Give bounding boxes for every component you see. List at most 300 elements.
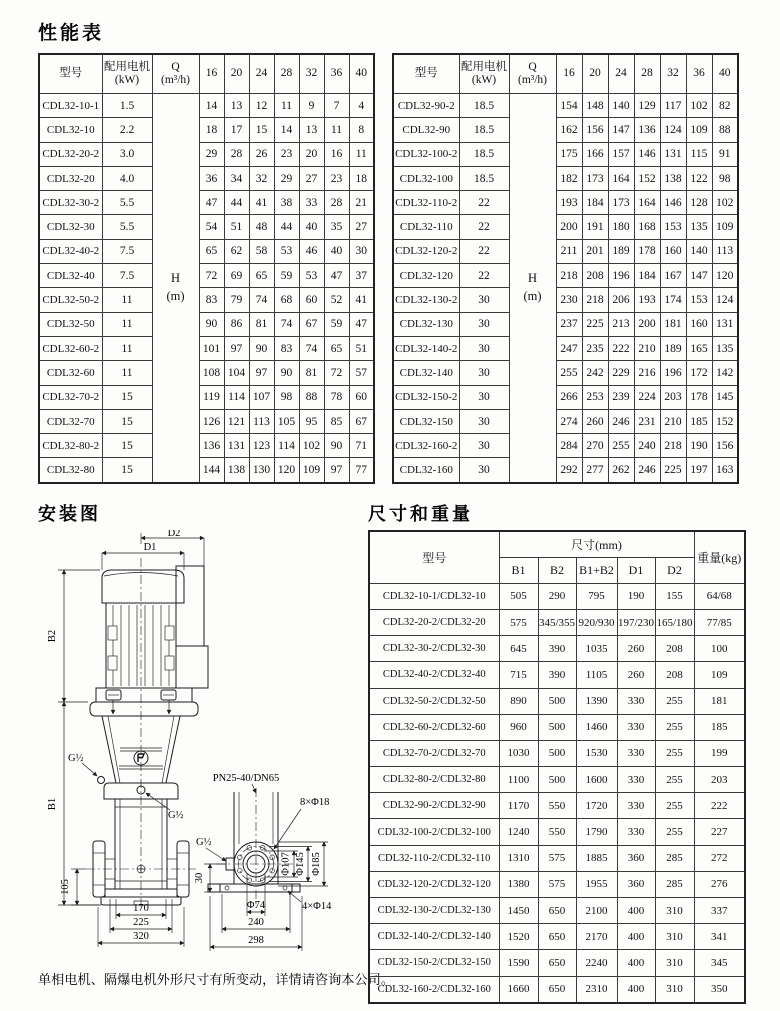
motor-kw-cell: 15 [102, 409, 152, 433]
head-value-cell: 68 [274, 288, 299, 312]
dim-label-dia107: Φ107 [280, 852, 292, 876]
b1b2-cell: 1105 [576, 662, 617, 688]
model-cell: CDL32-160 [393, 458, 459, 483]
head-value-cell: 23 [324, 166, 349, 190]
port-label-g-half: G½ [168, 809, 184, 821]
d2-cell: 155 [655, 583, 694, 609]
performance-table-right [392, 53, 739, 484]
dim-label-d1: D1 [143, 541, 157, 553]
b1-cell: 1450 [499, 898, 538, 924]
table-row [39, 312, 374, 336]
table-row [39, 191, 374, 215]
motor-kw-cell: 11 [102, 361, 152, 385]
head-value-cell: 210 [634, 336, 660, 360]
head-value-cell: 9 [299, 94, 324, 118]
head-value-cell: 266 [556, 385, 582, 409]
dim-label-225: 225 [133, 916, 149, 928]
head-value-cell: 115 [686, 142, 712, 166]
head-value-cell: 239 [608, 385, 634, 409]
callout-bolt8: 8×Φ18 [300, 796, 330, 808]
model-cell: CDL32-10-1 [39, 94, 102, 118]
col-header-d1: D1 [617, 557, 655, 583]
col-header-weight: 重量(kg) [694, 531, 745, 584]
model-cell: CDL32-30 [39, 215, 102, 239]
model-cell: CDL32-80-2 [39, 434, 102, 458]
b2-cell: 575 [538, 871, 576, 897]
dimensions-section [368, 500, 756, 1004]
motor-kw-cell: 30 [459, 312, 509, 336]
head-value-cell: 108 [199, 361, 224, 385]
head-value-cell: 184 [582, 191, 608, 215]
head-value-cell: 88 [299, 385, 324, 409]
model-cell: CDL32-10 [39, 118, 102, 142]
motor-kw-cell: 18.5 [459, 142, 509, 166]
col-header-q16: 16 [556, 54, 582, 94]
motor-kw-cell: 30 [459, 409, 509, 433]
model-cell: CDL32-70-2/CDL32-70 [369, 740, 499, 766]
head-value-cell: 145 [712, 385, 738, 409]
head-value-cell: 98 [274, 385, 299, 409]
head-value-cell: 167 [660, 264, 686, 288]
head-value-cell: 46 [299, 239, 324, 263]
head-value-cell: 173 [608, 191, 634, 215]
table-row [393, 458, 738, 483]
table-row [393, 166, 738, 190]
table-row [393, 385, 738, 409]
head-value-cell: 120 [712, 264, 738, 288]
head-value-cell: 117 [660, 94, 686, 118]
head-value-cell: 60 [349, 385, 374, 409]
head-value-cell: 53 [274, 239, 299, 263]
table-row [39, 264, 374, 288]
motor-kw-cell: 30 [459, 288, 509, 312]
head-value-cell: 11 [274, 94, 299, 118]
b2-cell: 550 [538, 819, 576, 845]
d2-cell: 255 [655, 714, 694, 740]
table-row [393, 118, 738, 142]
motor-kw-cell: 30 [459, 385, 509, 409]
terminal-box [176, 566, 204, 646]
model-cell: CDL32-10-1/CDL32-10 [369, 583, 499, 609]
col-header-q24: 24 [249, 54, 274, 94]
head-value-cell: 156 [712, 434, 738, 458]
dim-label-b2: B2 [47, 629, 58, 642]
b1-cell: 1380 [499, 871, 538, 897]
head-value-cell: 47 [199, 191, 224, 215]
head-value-cell: 121 [224, 409, 249, 433]
b1-cell: 960 [499, 714, 538, 740]
head-value-cell: 71 [349, 434, 374, 458]
col-header-q16: 16 [199, 54, 224, 94]
head-value-cell: 166 [582, 142, 608, 166]
head-value-cell: 37 [349, 264, 374, 288]
head-value-cell: 184 [634, 264, 660, 288]
performance-tables-row [38, 53, 756, 484]
bottom-section [38, 500, 756, 1004]
b2-cell: 500 [538, 714, 576, 740]
head-value-cell: 135 [686, 215, 712, 239]
head-value-cell: 152 [712, 409, 738, 433]
b2-cell: 500 [538, 688, 576, 714]
head-value-cell: 17 [224, 118, 249, 142]
head-value-cell: 128 [686, 191, 712, 215]
d2-cell: 255 [655, 740, 694, 766]
motor-kw-cell: 18.5 [459, 118, 509, 142]
head-value-cell: 162 [556, 118, 582, 142]
weight-cell: 109 [694, 662, 745, 688]
motor-kw-cell: 22 [459, 264, 509, 288]
b2-cell: 575 [538, 845, 576, 871]
model-cell: CDL32-100-2 [393, 142, 459, 166]
head-value-cell: 178 [686, 385, 712, 409]
head-value-cell: 69 [224, 264, 249, 288]
col-header-b1: B1 [499, 557, 538, 583]
head-value-cell: 113 [249, 409, 274, 433]
head-value-cell: 140 [686, 239, 712, 263]
table-row [393, 434, 738, 458]
head-value-cell: 126 [199, 409, 224, 433]
d2-cell: 310 [655, 950, 694, 976]
col-header-q28: 28 [274, 54, 299, 94]
model-cell: CDL32-90-2/CDL32-90 [369, 793, 499, 819]
col-header-q24: 24 [608, 54, 634, 94]
b2-cell: 345/355 [538, 609, 576, 635]
head-value-cell: 114 [274, 434, 299, 458]
table-row [393, 336, 738, 360]
head-value-cell: 109 [712, 215, 738, 239]
head-value-cell: 180 [608, 215, 634, 239]
d2-cell: 208 [655, 662, 694, 688]
d2-cell: 310 [655, 976, 694, 1003]
table-row [369, 740, 745, 766]
weight-cell: 341 [694, 924, 745, 950]
head-value-cell: 14 [274, 118, 299, 142]
head-value-cell: 58 [249, 239, 274, 263]
b1b2-cell: 1955 [576, 871, 617, 897]
motor-kw-cell: 18.5 [459, 166, 509, 190]
table-row [369, 819, 745, 845]
table-row [39, 118, 374, 142]
table-row [39, 385, 374, 409]
motor-kw-cell: 7.5 [102, 239, 152, 263]
head-value-cell: 123 [249, 434, 274, 458]
b2-cell: 390 [538, 662, 576, 688]
head-value-cell: 200 [634, 312, 660, 336]
head-value-cell: 160 [686, 312, 712, 336]
model-cell: CDL32-110 [393, 215, 459, 239]
head-value-cell: 28 [224, 142, 249, 166]
head-value-cell: 67 [299, 312, 324, 336]
model-cell: CDL32-40-2/CDL32-40 [369, 662, 499, 688]
head-value-cell: 88 [712, 118, 738, 142]
head-value-cell: 74 [274, 312, 299, 336]
table-row [369, 845, 745, 871]
model-cell: CDL32-80-2/CDL32-80 [369, 767, 499, 793]
head-value-cell: 51 [224, 215, 249, 239]
motor-kw-cell: 30 [459, 361, 509, 385]
weight-cell: 100 [694, 636, 745, 662]
head-value-cell: 35 [324, 215, 349, 239]
head-value-cell: 62 [224, 239, 249, 263]
head-value-cell: 97 [324, 458, 349, 483]
head-value-cell: 136 [634, 118, 660, 142]
b1-cell: 645 [499, 636, 538, 662]
weight-cell: 203 [694, 767, 745, 793]
head-value-cell: 16 [324, 142, 349, 166]
table-row [369, 924, 745, 950]
table-row [393, 264, 738, 288]
weight-cell: 337 [694, 898, 745, 924]
table-row [393, 94, 738, 118]
head-value-cell: 213 [608, 312, 634, 336]
model-cell: CDL32-130-2 [393, 288, 459, 312]
motor-kw-cell: 11 [102, 336, 152, 360]
head-value-cell: 122 [686, 166, 712, 190]
table-row [369, 871, 745, 897]
d2-cell: 208 [655, 636, 694, 662]
model-cell: CDL32-60 [39, 361, 102, 385]
b2-cell: 390 [538, 636, 576, 662]
head-value-cell: 44 [274, 215, 299, 239]
motor-kw-cell: 22 [459, 239, 509, 263]
d1-cell: 360 [617, 845, 655, 871]
model-cell: CDL32-40 [39, 264, 102, 288]
model-cell: CDL32-140-2/CDL32-140 [369, 924, 499, 950]
head-value-cell: 262 [608, 458, 634, 483]
head-value-cell: 157 [608, 142, 634, 166]
col-header-model: 型号 [393, 54, 459, 94]
model-cell: CDL32-110-2/CDL32-110 [369, 845, 499, 871]
motor-kw-cell: 22 [459, 191, 509, 215]
b1-cell: 715 [499, 662, 538, 688]
head-value-cell: 53 [299, 264, 324, 288]
head-value-cell: 97 [249, 361, 274, 385]
motor-kw-cell: 18.5 [459, 94, 509, 118]
b1-cell: 1520 [499, 924, 538, 950]
head-value-cell: 190 [686, 434, 712, 458]
dimensions-table [368, 530, 746, 1004]
col-header-q36: 36 [686, 54, 712, 94]
installation-diagram [38, 530, 366, 962]
head-value-cell: 175 [556, 142, 582, 166]
b1b2-cell: 1390 [576, 688, 617, 714]
motor-kw-cell: 15 [102, 458, 152, 483]
head-value-cell: 229 [608, 361, 634, 385]
head-value-cell: 81 [249, 312, 274, 336]
head-value-cell: 270 [582, 434, 608, 458]
head-value-cell: 4 [349, 94, 374, 118]
head-value-cell: 216 [634, 361, 660, 385]
head-value-cell: 74 [249, 288, 274, 312]
model-cell: CDL32-20-2 [39, 142, 102, 166]
model-cell: CDL32-120 [393, 264, 459, 288]
dim-label-d2: D2 [167, 529, 181, 539]
motor-kw-cell: 2.2 [102, 118, 152, 142]
head-value-cell: 15 [249, 118, 274, 142]
d1-cell: 330 [617, 793, 655, 819]
head-value-cell: 32 [249, 166, 274, 190]
head-value-cell: 164 [634, 191, 660, 215]
motor-kw-cell: 11 [102, 312, 152, 336]
head-value-cell: 193 [556, 191, 582, 215]
d2-cell: 255 [655, 819, 694, 845]
table-row [393, 215, 738, 239]
dim-label-298: 298 [248, 934, 264, 946]
head-value-cell: 51 [349, 336, 374, 360]
head-value-cell: 74 [299, 336, 324, 360]
head-value-cell: 224 [634, 385, 660, 409]
head-value-cell: 34 [224, 166, 249, 190]
b1b2-cell: 1720 [576, 793, 617, 819]
b1-cell: 1240 [499, 819, 538, 845]
header-row [39, 54, 374, 94]
head-value-cell: 47 [324, 264, 349, 288]
weight-cell: 222 [694, 793, 745, 819]
d1-cell: 400 [617, 976, 655, 1003]
model-cell: CDL32-80 [39, 458, 102, 483]
col-header-flow: Q (m³/h) [509, 54, 556, 94]
motor-kw-cell: 30 [459, 458, 509, 483]
head-value-cell: 119 [199, 385, 224, 409]
head-value-cell: 83 [274, 336, 299, 360]
d2-cell: 310 [655, 924, 694, 950]
head-value-cell: 255 [608, 434, 634, 458]
motor-kw-cell: 3.0 [102, 142, 152, 166]
b1b2-cell: 1885 [576, 845, 617, 871]
head-value-cell: 124 [712, 288, 738, 312]
col-header-q40: 40 [349, 54, 374, 94]
head-value-cell: 193 [634, 288, 660, 312]
motor-kw-cell: 15 [102, 434, 152, 458]
d1-cell: 400 [617, 950, 655, 976]
table-row [369, 636, 745, 662]
head-value-cell: 136 [199, 434, 224, 458]
table-row [393, 142, 738, 166]
head-value-cell: 65 [324, 336, 349, 360]
head-value-cell: 113 [712, 239, 738, 263]
b1-cell: 1310 [499, 845, 538, 871]
callout-bolt4: 4×Φ14 [302, 900, 332, 912]
head-value-cell: 181 [660, 312, 686, 336]
model-cell: CDL32-150 [393, 409, 459, 433]
table-row [39, 142, 374, 166]
head-value-cell: 206 [608, 288, 634, 312]
table-row [39, 336, 374, 360]
b1-cell: 1100 [499, 767, 538, 793]
b1b2-cell: 2170 [576, 924, 617, 950]
head-value-cell: 253 [582, 385, 608, 409]
b1b2-cell: 1600 [576, 767, 617, 793]
model-cell: CDL32-110-2 [393, 191, 459, 215]
motor-kw-cell: 11 [102, 288, 152, 312]
weight-cell: 350 [694, 976, 745, 1003]
b2-cell: 290 [538, 583, 576, 609]
head-value-cell: 20 [299, 142, 324, 166]
head-value-cell: 237 [556, 312, 582, 336]
table-row [369, 767, 745, 793]
dim-label-dia145: Φ145 [295, 852, 306, 876]
d1-cell: 400 [617, 898, 655, 924]
head-value-cell: 225 [582, 312, 608, 336]
model-cell: CDL32-70 [39, 409, 102, 433]
head-value-cell: 277 [582, 458, 608, 483]
head-value-cell: 67 [349, 409, 374, 433]
head-value-cell: 52 [324, 288, 349, 312]
port-label-g-half: G½ [68, 752, 84, 764]
head-value-cell: 48 [249, 215, 274, 239]
col-header-q40: 40 [712, 54, 738, 94]
head-value-cell: 72 [324, 361, 349, 385]
head-value-cell: 102 [299, 434, 324, 458]
head-value-cell: 131 [712, 312, 738, 336]
weight-cell: 77/85 [694, 609, 745, 635]
model-cell: CDL32-60-2 [39, 336, 102, 360]
b2-cell: 500 [538, 740, 576, 766]
weight-cell: 185 [694, 714, 745, 740]
weight-cell: 272 [694, 845, 745, 871]
head-value-cell: 18 [349, 166, 374, 190]
b1b2-cell: 1790 [576, 819, 617, 845]
head-value-cell: 138 [660, 166, 686, 190]
b2-cell: 650 [538, 976, 576, 1003]
head-value-cell: 255 [556, 361, 582, 385]
head-value-cell: 131 [660, 142, 686, 166]
head-value-cell: 41 [249, 191, 274, 215]
model-cell: CDL32-60-2/CDL32-60 [369, 714, 499, 740]
head-value-cell: 107 [249, 385, 274, 409]
head-value-cell: 13 [224, 94, 249, 118]
head-value-cell: 79 [224, 288, 249, 312]
d2-cell: 285 [655, 871, 694, 897]
head-value-cell: 72 [199, 264, 224, 288]
head-value-cell: 33 [299, 191, 324, 215]
head-value-cell: 231 [634, 409, 660, 433]
performance-section-title: 性能表 [38, 23, 105, 44]
head-value-cell: 274 [556, 409, 582, 433]
model-cell: CDL32-130-2/CDL32-130 [369, 898, 499, 924]
head-value-cell: 148 [582, 94, 608, 118]
b1-cell: 1590 [499, 950, 538, 976]
dim-label-170: 170 [133, 902, 149, 914]
head-value-cell: 235 [582, 336, 608, 360]
model-cell: CDL32-150-2 [393, 385, 459, 409]
head-value-cell: 230 [556, 288, 582, 312]
b1b2-cell: 2100 [576, 898, 617, 924]
model-cell: CDL32-130 [393, 312, 459, 336]
b1b2-cell: 2240 [576, 950, 617, 976]
dim-label-105: 105 [60, 878, 71, 895]
d1-cell: 330 [617, 740, 655, 766]
head-value-cell: 156 [582, 118, 608, 142]
col-header-q32: 32 [660, 54, 686, 94]
model-cell: CDL32-100-2/CDL32-100 [369, 819, 499, 845]
d1-cell: 197/230 [617, 609, 655, 635]
b1-cell: 505 [499, 583, 538, 609]
table-row [39, 215, 374, 239]
performance-table-left [38, 53, 375, 484]
weight-cell: 199 [694, 740, 745, 766]
head-value-cell: 129 [634, 94, 660, 118]
head-value-cell: 178 [634, 239, 660, 263]
head-value-cell: 131 [224, 434, 249, 458]
head-value-cell: 240 [634, 434, 660, 458]
model-cell: CDL32-160-2/CDL32-160 [369, 976, 499, 1003]
d1-cell: 330 [617, 767, 655, 793]
head-value-cell: 153 [686, 288, 712, 312]
table-row [369, 662, 745, 688]
head-value-cell: 218 [582, 288, 608, 312]
head-value-cell: 60 [299, 288, 324, 312]
